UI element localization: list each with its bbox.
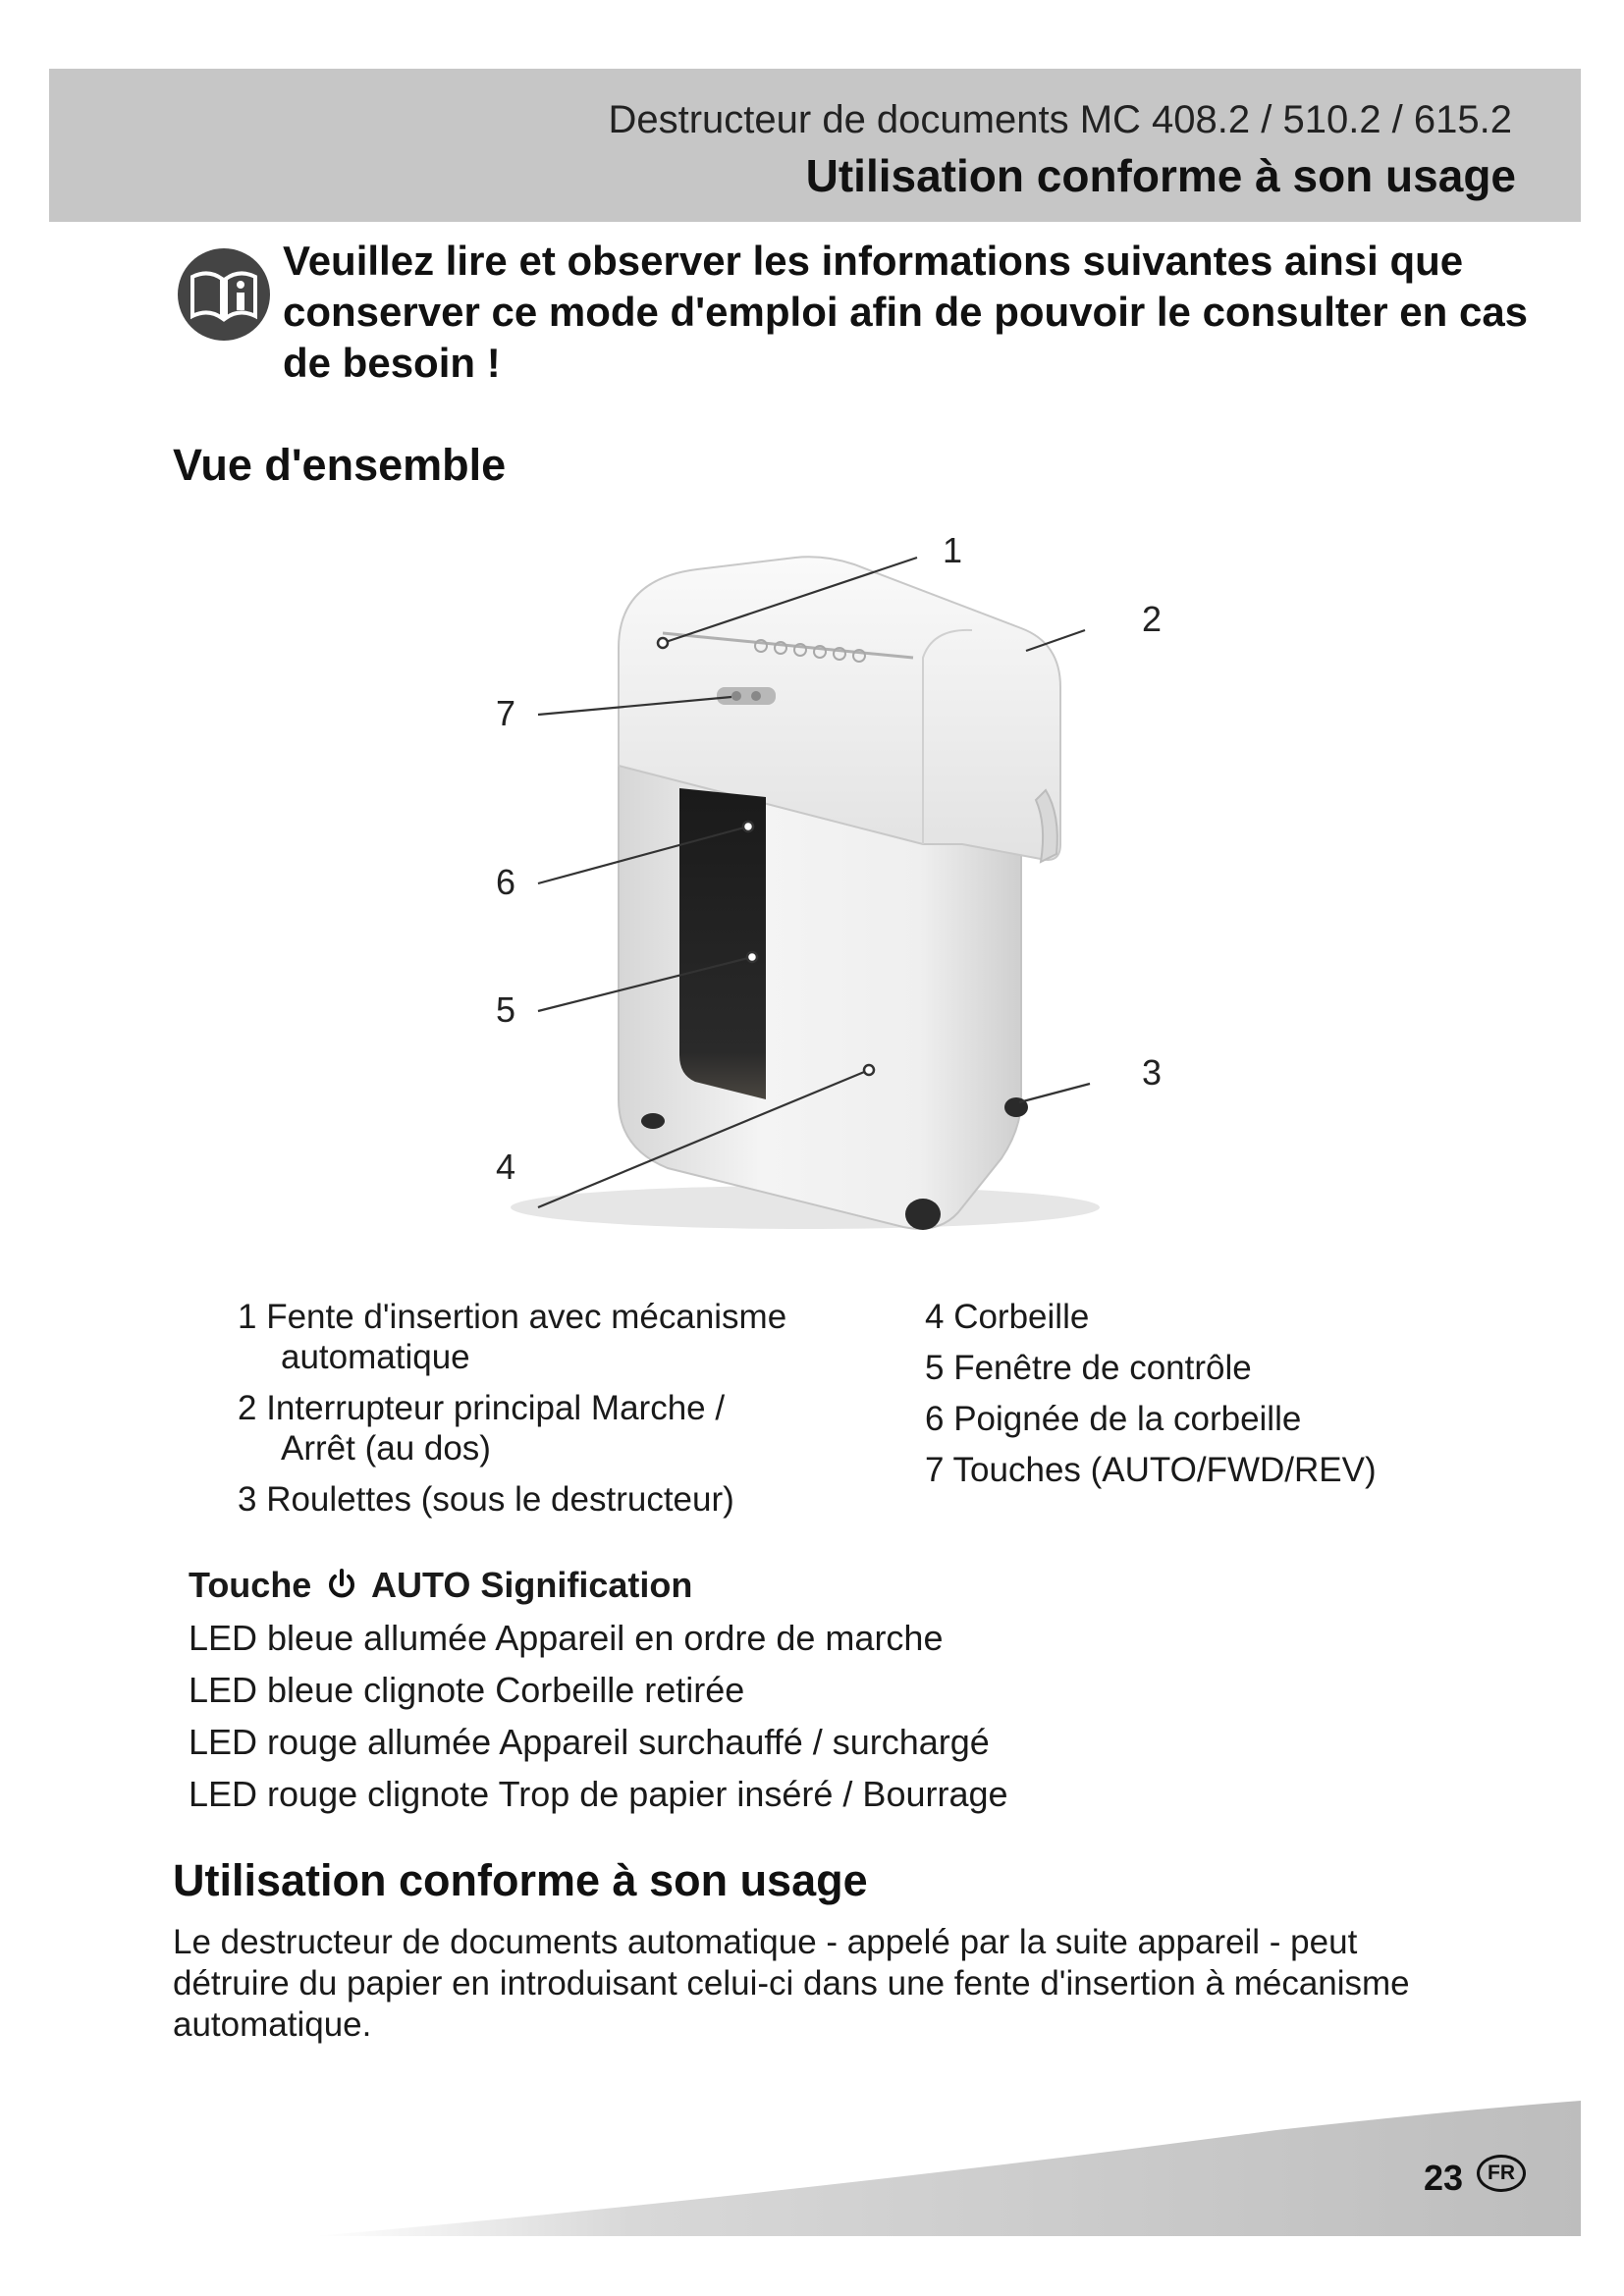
legend-line: 6 Poignée de la corbeille: [925, 1400, 1302, 1438]
callout-1: 1: [943, 530, 963, 570]
led-state: LED rouge allumée: [189, 1722, 492, 1762]
legend-line: 5 Fenêtre de contrôle: [925, 1349, 1252, 1387]
legend-line: 3 Roulettes (sous le destructeur): [238, 1480, 734, 1519]
power-icon: [325, 1568, 358, 1601]
led-meaning: Trop de papier inséré / Bourrage: [498, 1774, 1008, 1814]
led-meaning: Appareil en ordre de marche: [495, 1618, 944, 1658]
paragraph-line: détruire du papier en introduisant celui-ci dans une fente d'insertion à mécanisme: [173, 1964, 1410, 2002]
legend-item: [925, 1450, 1377, 1490]
safety-notice: Veuillez lire et observer les informations suivantes ainsi que conserver ce mode d'emploi afin de pouvoir le consulter en cas de besoin !: [283, 238, 1529, 386]
callout-7: 7: [496, 693, 516, 733]
legend-item: [238, 1388, 786, 1468]
usage-paragraph: [173, 1922, 1528, 2046]
legend-item: [925, 1348, 1377, 1388]
legend-line: Arrêt (au dos): [281, 1429, 491, 1468]
led-state: LED bleue clignote: [189, 1670, 486, 1710]
page-title: Utilisation conforme à son usage: [805, 150, 1516, 201]
callout-3: 3: [1142, 1052, 1163, 1093]
legend-item: [925, 1297, 1377, 1337]
legend-line: 2 Interrupteur principal Marche /: [238, 1389, 726, 1427]
led-state: LED rouge clignote: [189, 1774, 490, 1814]
led-state: LED bleue allumée: [189, 1618, 488, 1658]
legend-item: [238, 1297, 786, 1377]
callout-5: 5: [496, 989, 516, 1030]
led-meaning: Corbeille retirée: [495, 1670, 745, 1710]
overview-heading: Vue d'ensemble: [173, 440, 507, 490]
callout-6: 6: [496, 862, 516, 902]
shredder-illustration: [471, 520, 1218, 1247]
language-badge: FR: [1477, 2155, 1526, 2192]
led-meaning: Appareil surchauffé / surchargé: [499, 1722, 990, 1762]
legend-line: 4 Corbeille: [925, 1298, 1090, 1336]
legend-line: automatique: [281, 1338, 470, 1376]
document-subtitle: Destructeur de documents MC 408.2 / 510.2 / 615.2: [608, 98, 1512, 141]
usage-heading: Utilisation conforme à son usage: [173, 1855, 868, 1905]
table-row: [189, 1612, 1008, 1664]
table-row: [189, 1664, 1008, 1716]
table-row: [189, 1716, 1008, 1768]
legend-item: [238, 1479, 786, 1520]
legend-line: 1 Fente d'insertion avec mécanisme: [238, 1298, 787, 1336]
page-number: 23: [1424, 2158, 1464, 2198]
led-status-table: [189, 1559, 1008, 1820]
table-row: [189, 1768, 1008, 1820]
paragraph-line: automatique.: [173, 2005, 372, 2044]
legend-right: [925, 1297, 1377, 1501]
header-band: [49, 69, 1581, 222]
header-auto: AUTO: [371, 1565, 471, 1605]
footer-swoosh: [0, 2101, 1624, 2248]
header-meaning: Signification: [480, 1565, 693, 1605]
paragraph-line: Le destructeur de documents automatique - appelé par la suite appareil - peut: [173, 1923, 1358, 1961]
header-key: Touche: [189, 1565, 312, 1605]
callout-4: 4: [496, 1147, 516, 1187]
legend-item: [925, 1399, 1377, 1439]
led-table-header: [189, 1559, 1008, 1612]
book-info-icon: [177, 247, 271, 342]
legend-left: [238, 1297, 786, 1530]
legend-line: 7 Touches (AUTO/FWD/REV): [925, 1451, 1377, 1489]
callout-2: 2: [1142, 599, 1163, 639]
